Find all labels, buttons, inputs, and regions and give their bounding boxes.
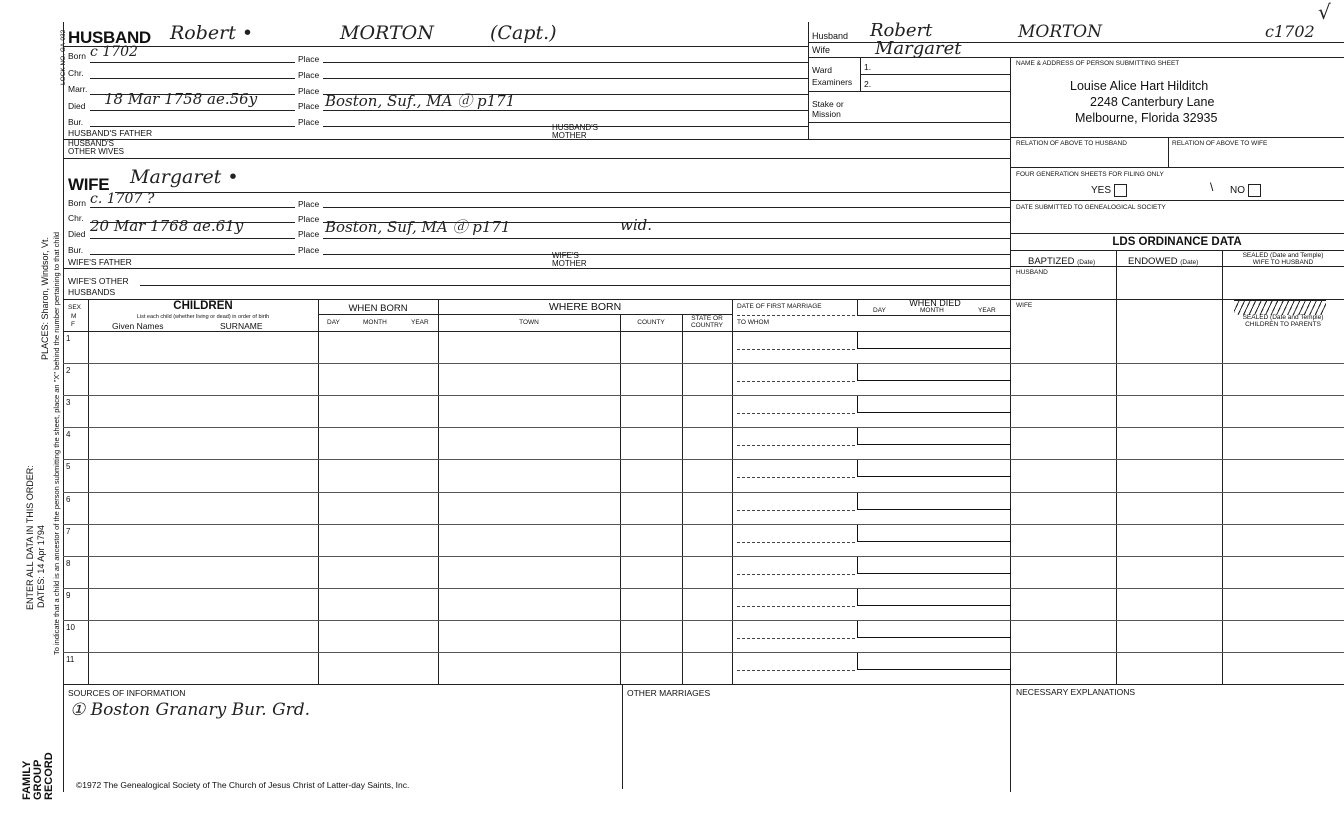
husband-bur-place-label: Place xyxy=(298,117,320,127)
marriage-dash xyxy=(737,638,855,639)
submitter-street: 2248 Canterbury Lane xyxy=(1090,95,1215,109)
husband-marr-place-label: Place xyxy=(298,86,320,96)
husband-heading: HUSBAND xyxy=(68,28,151,47)
rule xyxy=(318,314,732,315)
rule xyxy=(1010,167,1344,168)
lds-row-divider xyxy=(1010,556,1344,557)
rule xyxy=(1010,266,1344,267)
child-row-number: 11 xyxy=(66,655,75,664)
form-title: FAMILY GROUP RECORD xyxy=(21,752,55,800)
wife-born-value: c. 1707 ? xyxy=(90,191,155,207)
sources-text: ① Boston Granary Bur. Grd. xyxy=(70,700,311,720)
child-row-number: 9 xyxy=(66,590,71,600)
rule xyxy=(63,46,808,47)
lds-row-divider xyxy=(1010,395,1344,396)
rule xyxy=(1168,137,1169,167)
rule xyxy=(1010,200,1344,201)
husband-born-label: Born xyxy=(68,51,86,61)
no-checkbox[interactable] xyxy=(1248,184,1261,197)
died-year-label: YEAR xyxy=(978,307,996,314)
right-husband-surname: MORTON xyxy=(1018,22,1102,42)
husband-given-name: Robert • xyxy=(170,22,254,44)
right-husband-name: Robert xyxy=(870,20,933,41)
four-gen-no[interactable] xyxy=(1230,184,1261,197)
wife-other-husbands-b: HUSBANDS xyxy=(68,287,116,297)
husband-bur-label: Bur. xyxy=(68,117,84,127)
examiner-1-field[interactable]: 1. xyxy=(864,62,872,72)
stake-label-b: Mission xyxy=(812,109,841,119)
child-row-number: 10 xyxy=(66,622,75,632)
sealed-wife-line2: WIFE TO HUSBAND xyxy=(1252,259,1314,266)
husband-other-wives-b: OTHER WIVES xyxy=(68,147,125,156)
husband-died-value: 18 Mar 1758 ae.56y xyxy=(104,90,258,108)
baptized-label: BAPTIZED xyxy=(1028,256,1075,267)
sex-label: SEX xyxy=(68,304,82,311)
rule xyxy=(808,57,1344,58)
rule xyxy=(857,315,1010,316)
died-field[interactable] xyxy=(857,460,1011,477)
rule xyxy=(90,254,295,255)
sex-m-label: M xyxy=(71,313,77,320)
died-field[interactable] xyxy=(857,493,1011,510)
died-field[interactable] xyxy=(857,332,1011,349)
husband-born-value: c 1702 xyxy=(90,44,138,60)
sealed-children-line1: SEALED (Date and Temple) xyxy=(1242,314,1324,321)
lds-husband-row-label: HUSBAND xyxy=(1016,269,1048,276)
child-row-number: 5 xyxy=(66,462,71,472)
children-title: CHILDREN xyxy=(173,300,233,312)
died-day-label: DAY xyxy=(873,307,886,314)
marriage-dash xyxy=(737,477,855,478)
rule xyxy=(1010,250,1344,251)
wife-mother-label-a: WIFE'S xyxy=(552,251,579,260)
state-line1: STATE OR xyxy=(691,315,723,322)
rule xyxy=(90,238,295,239)
marriage-dash xyxy=(737,445,855,446)
rule xyxy=(90,62,295,63)
wife-died-place: Boston, Suf, MA ⓓ p171 xyxy=(325,218,511,236)
ward-label: Ward xyxy=(812,65,832,75)
rule xyxy=(323,62,808,63)
rule xyxy=(323,78,808,79)
husband-mother-label-a: HUSBAND'S xyxy=(552,123,598,132)
endowed-date-label: (Date) xyxy=(1180,259,1199,266)
lds-row-divider xyxy=(1010,363,1344,364)
marriage-dash xyxy=(737,574,855,575)
sealed-wife-line1: SEALED (Date and Temple) xyxy=(1242,252,1324,259)
wife-bur-label: Bur. xyxy=(68,245,84,255)
lds-row-divider xyxy=(1010,427,1344,428)
submitter-name: Louise Alice Hart Hilditch xyxy=(1070,79,1209,93)
wife-given-name: Margaret • xyxy=(130,166,239,188)
rule xyxy=(115,192,1010,193)
husband-chr-place-label: Place xyxy=(298,70,320,80)
rule xyxy=(140,285,1010,286)
wife-died-value: 20 Mar 1768 ae.61y xyxy=(90,217,244,235)
rule xyxy=(323,207,1010,208)
rule xyxy=(1010,233,1344,234)
stake-label-a: Stake or xyxy=(812,99,844,109)
died-field[interactable] xyxy=(857,589,1011,606)
husband-died-label: Died xyxy=(68,101,86,111)
lds-row-divider xyxy=(1010,652,1344,653)
marriage-dash xyxy=(737,606,855,607)
examiner-2-field[interactable]: 2. xyxy=(864,79,872,89)
rule xyxy=(323,238,1010,239)
marriage-dash xyxy=(737,670,855,671)
died-field[interactable] xyxy=(857,396,1011,413)
marriage-dash xyxy=(737,413,855,414)
state-header xyxy=(682,315,732,329)
yes-checkbox[interactable] xyxy=(1114,184,1127,197)
copyright: ©1972 The Genealogical Society of The Church of Jesus Christ of Latter-day Saints, Inc. xyxy=(76,780,410,790)
died-field[interactable] xyxy=(857,653,1011,670)
sealed-wife-header xyxy=(1222,252,1344,266)
sealed-children-header xyxy=(1222,314,1344,328)
rule xyxy=(63,684,1344,685)
town-label: TOWN xyxy=(519,319,539,326)
wife-died-place-label: Place xyxy=(298,229,320,239)
child-row-number: 2 xyxy=(66,366,71,376)
rule xyxy=(90,126,295,127)
sex-f-label: F xyxy=(71,321,75,328)
lds-row-divider xyxy=(1010,492,1344,493)
wife-other-husbands-a: WIFE'S OTHER xyxy=(68,276,129,286)
child-row-number: 6 xyxy=(66,494,71,504)
first-marriage-label: DATE OF FIRST MARRIAGE xyxy=(737,303,822,310)
marriage-dash xyxy=(737,542,855,543)
rule xyxy=(323,254,1010,255)
husband-born-place-label: Place xyxy=(298,54,320,64)
husband-chr-label: Chr. xyxy=(68,68,84,78)
child-row-number: 7 xyxy=(66,526,71,536)
submitter-city: Melbourne, Florida 32935 xyxy=(1075,111,1218,125)
right-wife-label: Wife xyxy=(812,45,830,55)
hatched-area xyxy=(1234,300,1326,315)
ancestor-instruction: To indicate that a child is an ancestor of the person submitting the sheet, place an "X" behind the number pertaining to that child xyxy=(52,231,61,655)
right-husband-date: c1702 xyxy=(1265,22,1315,41)
died-field[interactable] xyxy=(857,525,1011,542)
yes-label: YES xyxy=(1091,185,1112,197)
died-field[interactable] xyxy=(857,557,1011,574)
state-line2: COUNTRY xyxy=(690,322,724,329)
wife-chr-place-label: Place xyxy=(298,214,320,224)
other-marriages-label: OTHER MARRIAGES xyxy=(627,688,711,698)
relation-wife-label: RELATION OF ABOVE TO WIFE xyxy=(1172,140,1268,147)
rule xyxy=(90,78,295,79)
wife-died-note: wid. xyxy=(620,216,653,234)
rule xyxy=(90,110,295,111)
died-month-label: MONTH xyxy=(920,307,944,314)
rule xyxy=(860,74,1010,75)
date-submitted-label: DATE SUBMITTED TO GENEALOGICAL SOCIETY xyxy=(1016,204,1166,211)
child-row-number: 4 xyxy=(66,430,71,440)
rule xyxy=(90,207,295,208)
lds-row-divider xyxy=(1010,588,1344,589)
marriage-dash xyxy=(737,510,855,511)
rule xyxy=(737,315,855,316)
rule xyxy=(63,139,1010,140)
rule xyxy=(1116,250,1117,684)
child-row-number: 8 xyxy=(66,558,71,568)
rule xyxy=(323,110,808,111)
county-label: COUNTY xyxy=(637,319,665,326)
sealed-children-line2: CHILDREN TO PARENTS xyxy=(1245,321,1321,328)
born-year-label: YEAR xyxy=(411,319,429,326)
submitter-label: NAME & ADDRESS OF PERSON SUBMITTING SHEET xyxy=(1016,60,1180,67)
husband-died-place-label: Place xyxy=(298,101,320,111)
when-died-label: WHEN DIED xyxy=(909,298,961,308)
right-husband-label: Husband xyxy=(812,31,849,41)
lds-title: LDS ORDINANCE DATA xyxy=(1112,236,1242,248)
no-label: NO xyxy=(1230,185,1245,197)
sources-label: SOURCES OF INFORMATION xyxy=(68,688,186,698)
dates-note: DATES: 14 Apr 1794 xyxy=(36,525,46,608)
born-day-label: DAY xyxy=(327,319,340,326)
four-generation-label: FOUR GENERATION SHEETS FOR FILING ONLY xyxy=(1016,171,1164,178)
necessary-explanations-label: NECESSARY EXPLANATIONS xyxy=(1016,687,1136,697)
wife-bur-place-label: Place xyxy=(298,245,320,255)
wife-died-label: Died xyxy=(68,229,86,239)
rule xyxy=(63,158,1010,159)
wife-father-label: WIFE'S FATHER xyxy=(68,257,132,267)
husband-father-label: HUSBAND'S FATHER xyxy=(68,128,153,138)
lock-number: LOCK NO. GA-032 xyxy=(60,29,67,85)
child-row-number: 1 xyxy=(66,334,71,343)
died-field[interactable] xyxy=(857,428,1011,445)
where-born-label: WHERE BORN xyxy=(548,301,622,313)
rule xyxy=(857,299,858,315)
slash-mark: \ xyxy=(1210,180,1214,194)
wife-born-place-label: Place xyxy=(298,199,320,209)
wife-mother-label-b: MOTHER xyxy=(552,259,587,268)
lds-wife-row-label: WIFE xyxy=(1016,302,1033,309)
endowed-label: ENDOWED xyxy=(1128,256,1178,267)
wife-born-label: Born xyxy=(68,198,86,208)
rule xyxy=(622,684,623,789)
to-whom-label: TO WHOM xyxy=(737,319,770,326)
rule xyxy=(808,91,1010,92)
children-instruction: List each child (whether living or dead) in order of birth xyxy=(136,314,270,320)
died-field[interactable] xyxy=(857,364,1011,381)
enter-order-note: ENTER ALL DATA IN THIS ORDER: xyxy=(25,465,35,610)
check-mark: √ xyxy=(1318,0,1331,24)
baptized-date-label: (Date) xyxy=(1077,259,1096,266)
husband-died-place: Boston, Suf., MA ⓓ p171 xyxy=(325,92,516,110)
died-field[interactable] xyxy=(857,621,1011,638)
places-note: PLACES: Sharon, Windsor, Vt. xyxy=(40,236,50,360)
wife-heading: WIFE xyxy=(68,175,110,194)
lds-row-divider xyxy=(1010,524,1344,525)
born-month-label: MONTH xyxy=(363,319,387,326)
examiners-label: Examiners xyxy=(812,77,853,87)
marriage-dash xyxy=(737,349,855,350)
rule xyxy=(808,122,1010,123)
rule xyxy=(1010,137,1344,138)
four-gen-yes[interactable] xyxy=(1091,184,1127,197)
husband-surname: MORTON xyxy=(340,22,434,44)
child-row-number: 3 xyxy=(66,398,71,408)
marriage-dash xyxy=(737,381,855,382)
husband-mother-label-b: MOTHER xyxy=(552,131,587,140)
surname-label: SURNAME xyxy=(220,321,263,331)
given-names-label: Given Names xyxy=(112,321,164,331)
when-born-label: WHEN BORN xyxy=(348,303,408,314)
wife-chr-label: Chr. xyxy=(68,213,84,223)
husband-title: (Capt.) xyxy=(490,22,557,44)
husband-other-wives-a: HUSBAND'S xyxy=(68,139,114,148)
lds-row-divider xyxy=(1010,459,1344,460)
rule xyxy=(63,268,1010,269)
husband-marr-label: Marr. xyxy=(68,84,88,94)
relation-husband-label: RELATION OF ABOVE TO HUSBAND xyxy=(1016,140,1127,147)
right-wife-name: Margaret xyxy=(875,38,962,59)
lds-row-divider xyxy=(1010,620,1344,621)
